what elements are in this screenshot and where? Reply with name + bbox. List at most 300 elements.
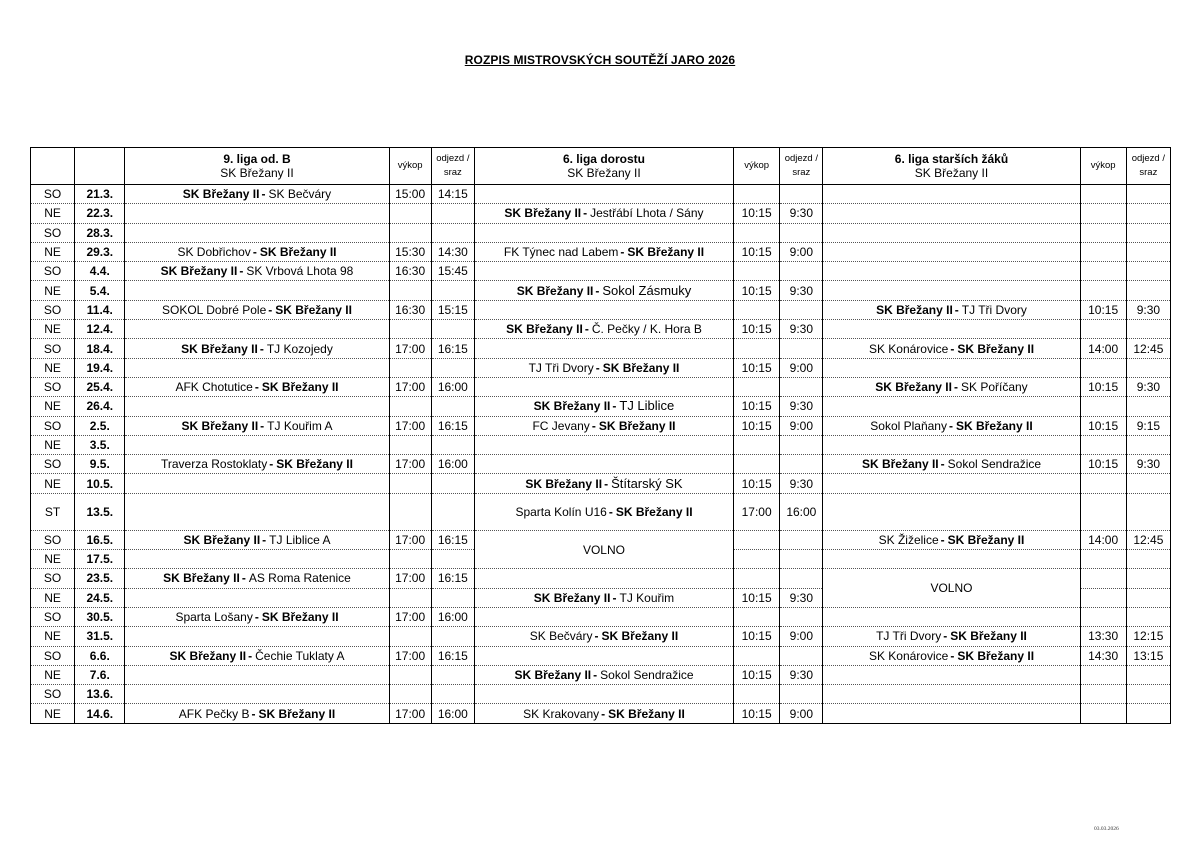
depart-cell-2: 16:00 (780, 493, 823, 530)
match-cell-1 (125, 588, 389, 607)
table-row (31, 704, 1171, 723)
depart-cell-1 (431, 685, 474, 704)
home-team: SK Břežany II (169, 648, 247, 663)
dash-separator: - (252, 245, 257, 260)
depart-cell-3 (1126, 397, 1170, 416)
match-cell-3 (823, 397, 1080, 416)
depart-cell-2: 9:30 (780, 204, 823, 223)
kickoff-cell-1: 17:00 (389, 416, 431, 435)
match-cell-2 (474, 281, 733, 300)
match-cell-3 (823, 665, 1080, 684)
date-cell: 2.5. (75, 416, 125, 435)
depart-cell-3: 12:45 (1126, 530, 1170, 549)
day-cell: SO (31, 339, 75, 358)
depart-cell-3: 13:15 (1126, 646, 1170, 665)
match-cell-2 (474, 204, 733, 223)
kickoff-cell-2: 10:15 (734, 397, 780, 416)
day-cell: SO (31, 300, 75, 319)
kickoff-cell-3 (1080, 607, 1126, 626)
kickoff-cell-3: 14:30 (1080, 646, 1126, 665)
match-cell-3 (823, 377, 1080, 396)
depart-cell-1: 16:15 (431, 646, 474, 665)
depart-cell-2 (780, 550, 823, 569)
match-cell-2 (474, 377, 733, 396)
day-cell: SO (31, 416, 75, 435)
match-cell-2 (474, 300, 733, 319)
table-row (31, 377, 1171, 396)
away-team: SK Břežany II (955, 418, 1033, 433)
match-cell-2 (474, 493, 733, 530)
kickoff-cell-2 (734, 530, 780, 549)
kickoff-cell-1 (389, 588, 431, 607)
depart-cell-3: 12:15 (1126, 627, 1170, 646)
away-team: SK Břežany II (276, 457, 353, 472)
kickoff-cell-2 (734, 262, 780, 281)
away-team: TJ Liblice A (269, 532, 331, 547)
away-team: SK Břežany II (615, 504, 693, 519)
match-cell-1 (125, 607, 389, 626)
match-cell-3 (823, 704, 1080, 723)
date-cell: 26.4. (75, 397, 125, 416)
kickoff-cell-3 (1080, 281, 1126, 300)
depart-cell-1 (431, 435, 474, 454)
depart-cell-3 (1126, 204, 1170, 223)
match-cell-3 (823, 262, 1080, 281)
date-cell: 30.5. (75, 607, 125, 626)
kickoff-cell-3 (1080, 223, 1126, 242)
dash-separator: - (594, 629, 599, 644)
kickoff-cell-2 (734, 223, 780, 242)
match-cell-1 (125, 493, 389, 530)
kickoff-cell-2 (734, 185, 780, 204)
dash-separator: - (601, 706, 606, 721)
home-team: Traverza Rostoklaty (161, 457, 268, 472)
home-team: TJ Tři Dvory (876, 629, 942, 644)
depart-cell-1 (431, 665, 474, 684)
date-cell: 13.6. (75, 685, 125, 704)
match-cell-1 (125, 474, 389, 493)
home-team: SK Břežany II (181, 418, 259, 433)
kickoff-cell-1: 17:00 (389, 530, 431, 549)
match-cell-3 (823, 530, 1080, 549)
dash-separator: - (254, 610, 259, 625)
date-cell: 17.5. (75, 550, 125, 569)
table-row (31, 665, 1171, 684)
match-cell-1 (125, 281, 389, 300)
match-cell-1 (125, 530, 389, 549)
home-team: SK Dobřichov (177, 245, 251, 260)
kickoff-cell-2 (734, 435, 780, 454)
kickoff-cell-2: 10:15 (734, 627, 780, 646)
dash-separator: - (262, 532, 267, 547)
match-cell-3 (823, 646, 1080, 665)
league-2-team: SK Břežany II (567, 166, 641, 180)
depart-cell-1 (431, 397, 474, 416)
home-team: SK Břežany II (163, 571, 240, 586)
kickoff-cell-1 (389, 397, 431, 416)
kickoff-cell-1: 17:00 (389, 607, 431, 626)
header-league-3 (823, 148, 1080, 185)
table-row (31, 685, 1171, 704)
kickoff-cell-3 (1080, 358, 1126, 377)
header-depart-1 (431, 148, 474, 185)
away-team: Sokol Sendražice (600, 667, 694, 682)
home-team: Sparta Lošany (175, 610, 253, 625)
day-cell: NE (31, 474, 75, 493)
kickoff-cell-1: 17:00 (389, 377, 431, 396)
dash-separator: - (948, 418, 953, 433)
header-kickoff-3: výkop (1080, 148, 1126, 185)
match-cell-3 (823, 320, 1080, 339)
date-cell: 23.5. (75, 569, 125, 588)
kickoff-cell-3: 14:00 (1080, 530, 1126, 549)
kickoff-cell-1: 16:30 (389, 262, 431, 281)
kickoff-cell-2: 10:15 (734, 665, 780, 684)
away-team: SK Břežany II (957, 341, 1035, 356)
dash-separator: - (591, 418, 596, 433)
kickoff-cell-1: 17:00 (389, 646, 431, 665)
away-team: SK Vrbová Lhota 98 (246, 264, 354, 279)
date-cell: 14.6. (75, 704, 125, 723)
depart-cell-3: 9:30 (1126, 300, 1170, 319)
kickoff-cell-1 (389, 474, 431, 493)
away-team: SK Břežany II (259, 245, 337, 260)
match-cell-2 (474, 339, 733, 358)
match-cell-2 (474, 569, 733, 588)
match-cell-1 (125, 435, 389, 454)
kickoff-cell-2 (734, 550, 780, 569)
home-team: SK Konárovice (868, 648, 949, 663)
match-cell-1 (125, 223, 389, 242)
match-cell-2 (474, 358, 733, 377)
away-team: SK Poříčany (960, 380, 1028, 395)
table-row (31, 339, 1171, 358)
dash-separator: - (241, 571, 246, 586)
depart-cell-2: 9:30 (780, 588, 823, 607)
home-team: SK Břežany II (181, 341, 258, 356)
depart-cell-2 (780, 607, 823, 626)
kickoff-cell-1 (389, 435, 431, 454)
day-cell: NE (31, 435, 75, 454)
depart-cell-2: 9:30 (780, 281, 823, 300)
depart-cell-3 (1126, 223, 1170, 242)
footer-date: 03.03.2026 (1094, 826, 1119, 832)
away-team: AS Roma Ratenice (248, 571, 351, 586)
dash-separator: - (620, 245, 625, 260)
away-team: Jestřábí Lhota / Sány (590, 206, 704, 221)
kickoff-cell-3: 10:15 (1080, 455, 1126, 474)
dash-separator: - (593, 667, 598, 682)
table-row (31, 569, 1171, 588)
date-cell: 5.4. (75, 281, 125, 300)
day-cell: SO (31, 646, 75, 665)
depart-label-2a: odjezd / (784, 153, 818, 164)
depart-cell-2: 9:30 (780, 397, 823, 416)
day-cell: SO (31, 377, 75, 396)
table-row (31, 607, 1171, 626)
header-kickoff-1: výkop (389, 148, 431, 185)
depart-cell-2 (780, 569, 823, 588)
kickoff-cell-2: 10:15 (734, 416, 780, 435)
header-league-1 (125, 148, 389, 185)
depart-cell-1 (431, 627, 474, 646)
dash-separator: - (259, 341, 264, 356)
date-cell: 7.6. (75, 665, 125, 684)
depart-cell-2 (780, 377, 823, 396)
match-cell-1 (125, 569, 389, 588)
dash-separator: - (943, 629, 948, 644)
depart-cell-3 (1126, 474, 1170, 493)
match-cell-2 (474, 262, 733, 281)
table-row (31, 435, 1171, 454)
home-team: SK Žiželice (878, 532, 939, 547)
dash-separator: - (251, 706, 256, 721)
table-row (31, 320, 1171, 339)
dash-separator: - (950, 341, 955, 356)
match-cell-3 (823, 223, 1080, 242)
depart-cell-3 (1126, 569, 1170, 588)
header-depart-2 (780, 148, 823, 185)
depart-cell-3: 9:15 (1126, 416, 1170, 435)
table-row (31, 397, 1171, 416)
day-cell: NE (31, 204, 75, 223)
table-row (31, 530, 1171, 549)
kickoff-cell-1 (389, 204, 431, 223)
kickoff-cell-1 (389, 685, 431, 704)
league-1-team: SK Břežany II (220, 166, 294, 180)
date-cell: 9.5. (75, 455, 125, 474)
depart-cell-2 (780, 185, 823, 204)
match-cell-1 (125, 377, 389, 396)
match-cell-3 (823, 339, 1080, 358)
home-team: TJ Tři Dvory (528, 360, 594, 375)
table-row (31, 627, 1171, 646)
kickoff-cell-1 (389, 627, 431, 646)
dash-separator: - (248, 648, 253, 663)
dash-separator: - (260, 418, 265, 433)
away-team: SK Břežany II (950, 629, 1027, 644)
depart-cell-2 (780, 646, 823, 665)
match-cell-1 (125, 300, 389, 319)
depart-cell-3 (1126, 685, 1170, 704)
depart-cell-2: 9:30 (780, 320, 823, 339)
day-cell: NE (31, 242, 75, 261)
kickoff-cell-2 (734, 569, 780, 588)
depart-cell-3: 9:30 (1126, 377, 1170, 396)
depart-cell-3 (1126, 665, 1170, 684)
kickoff-cell-1 (389, 358, 431, 377)
match-cell-2 (474, 704, 733, 723)
depart-cell-3 (1126, 262, 1170, 281)
league-1-name: 9. liga od. B (223, 152, 291, 166)
header-day (31, 148, 75, 185)
table-row (31, 185, 1171, 204)
dash-separator: - (595, 283, 600, 298)
date-cell: 28.3. (75, 223, 125, 242)
match-cell-2 (474, 627, 733, 646)
depart-cell-1: 16:15 (431, 339, 474, 358)
depart-cell-2 (780, 455, 823, 474)
away-team: TJ Kouřim (619, 590, 675, 605)
kickoff-cell-2 (734, 685, 780, 704)
match-cell-1 (125, 242, 389, 261)
depart-cell-1: 14:15 (431, 185, 474, 204)
away-team: SK Břežany II (598, 418, 676, 433)
day-cell: NE (31, 704, 75, 723)
day-cell: SO (31, 455, 75, 474)
free-round-2: VOLNO (474, 530, 733, 569)
away-team: SK Břežany II (957, 648, 1035, 663)
match-cell-3 (823, 358, 1080, 377)
match-cell-2 (474, 242, 733, 261)
header-row (31, 148, 1171, 185)
match-cell-1 (125, 204, 389, 223)
home-team: SK Břežany II (533, 399, 611, 414)
date-cell: 3.5. (75, 435, 125, 454)
kickoff-cell-3 (1080, 204, 1126, 223)
kickoff-cell-2 (734, 607, 780, 626)
dash-separator: - (612, 399, 617, 414)
date-cell: 10.5. (75, 474, 125, 493)
league-3-name: 6. liga starších žáků (894, 152, 1009, 166)
day-cell: NE (31, 281, 75, 300)
depart-cell-2: 9:30 (780, 474, 823, 493)
depart-cell-2 (780, 685, 823, 704)
header-kickoff-2: výkop (734, 148, 780, 185)
day-cell: NE (31, 358, 75, 377)
kickoff-cell-1: 15:00 (389, 185, 431, 204)
date-cell: 25.4. (75, 377, 125, 396)
kickoff-cell-3 (1080, 242, 1126, 261)
day-cell: NE (31, 550, 75, 569)
match-cell-3 (823, 204, 1080, 223)
away-team: SK Břežany II (601, 629, 679, 644)
dash-separator: - (254, 380, 259, 395)
table-row (31, 223, 1171, 242)
depart-cell-2 (780, 300, 823, 319)
home-team: SK Břežany II (876, 302, 953, 317)
depart-cell-1 (431, 588, 474, 607)
kickoff-cell-2 (734, 455, 780, 474)
depart-cell-3 (1126, 358, 1170, 377)
table-row (31, 358, 1171, 377)
away-team: Sokol Sendražice (947, 457, 1042, 472)
kickoff-cell-3: 10:15 (1080, 377, 1126, 396)
date-cell: 4.4. (75, 262, 125, 281)
day-cell: SO (31, 685, 75, 704)
kickoff-cell-2 (734, 646, 780, 665)
away-team: TJ Liblice (619, 398, 675, 414)
match-cell-2 (474, 665, 733, 684)
match-cell-3 (823, 242, 1080, 261)
date-cell: 13.5. (75, 493, 125, 530)
depart-cell-2: 9:00 (780, 242, 823, 261)
away-team: SK Břežany II (261, 610, 339, 625)
match-cell-2 (474, 185, 733, 204)
depart-cell-1 (431, 204, 474, 223)
match-cell-2 (474, 435, 733, 454)
day-cell: NE (31, 397, 75, 416)
kickoff-cell-1 (389, 665, 431, 684)
depart-cell-3 (1126, 281, 1170, 300)
kickoff-cell-2: 17:00 (734, 493, 780, 530)
match-cell-1 (125, 704, 389, 723)
depart-cell-3 (1126, 607, 1170, 626)
dash-separator: - (950, 648, 955, 663)
table-row (31, 262, 1171, 281)
away-team: SK Břežany II (258, 706, 336, 721)
away-team: SK Břežany II (947, 532, 1025, 547)
kickoff-cell-2 (734, 377, 780, 396)
table-row (31, 646, 1171, 665)
home-team: SK Břežany II (861, 457, 939, 472)
free-round-3: VOLNO (823, 569, 1080, 608)
depart-cell-1: 14:30 (431, 242, 474, 261)
away-team: Štítarský SK (611, 475, 683, 491)
day-cell: NE (31, 588, 75, 607)
match-cell-1 (125, 358, 389, 377)
match-cell-1 (125, 339, 389, 358)
schedule-table (30, 147, 1171, 724)
day-cell: SO (31, 185, 75, 204)
depart-cell-3: 9:30 (1126, 455, 1170, 474)
depart-cell-1: 16:00 (431, 607, 474, 626)
match-cell-2 (474, 320, 733, 339)
kickoff-cell-3 (1080, 704, 1126, 723)
table-row (31, 242, 1171, 261)
home-team: SK Břežany II (514, 667, 592, 682)
match-cell-1 (125, 455, 389, 474)
match-cell-2 (474, 474, 733, 493)
kickoff-cell-2: 10:15 (734, 704, 780, 723)
depart-cell-3 (1126, 435, 1170, 454)
match-cell-2 (474, 588, 733, 607)
match-cell-1 (125, 627, 389, 646)
match-cell-3 (823, 685, 1080, 704)
dash-separator: - (268, 302, 273, 317)
match-cell-3 (823, 474, 1080, 493)
date-cell: 22.3. (75, 204, 125, 223)
kickoff-cell-3: 10:15 (1080, 416, 1126, 435)
kickoff-cell-1 (389, 281, 431, 300)
kickoff-cell-1: 17:00 (389, 704, 431, 723)
kickoff-cell-3 (1080, 665, 1126, 684)
date-cell: 12.4. (75, 320, 125, 339)
depart-label-1a: odjezd / (436, 153, 470, 164)
kickoff-cell-3: 13:30 (1080, 627, 1126, 646)
kickoff-cell-3 (1080, 685, 1126, 704)
depart-cell-3 (1126, 493, 1170, 530)
depart-cell-3: 12:45 (1126, 339, 1170, 358)
match-cell-3 (823, 607, 1080, 626)
kickoff-cell-1: 17:00 (389, 569, 431, 588)
depart-cell-1 (431, 281, 474, 300)
depart-cell-1: 15:15 (431, 300, 474, 319)
dash-separator: - (612, 590, 617, 605)
depart-cell-3 (1126, 185, 1170, 204)
kickoff-cell-2: 10:15 (734, 320, 780, 339)
away-team: SK Břežany II (627, 245, 705, 260)
kickoff-cell-2: 10:15 (734, 204, 780, 223)
match-cell-3 (823, 185, 1080, 204)
match-cell-3 (823, 493, 1080, 530)
depart-cell-1 (431, 550, 474, 569)
depart-cell-2: 9:00 (780, 627, 823, 646)
home-team: SK Konárovice (868, 341, 949, 356)
dash-separator: - (261, 187, 266, 202)
home-team: SOKOL Dobré Pole (161, 302, 267, 317)
depart-cell-2 (780, 223, 823, 242)
